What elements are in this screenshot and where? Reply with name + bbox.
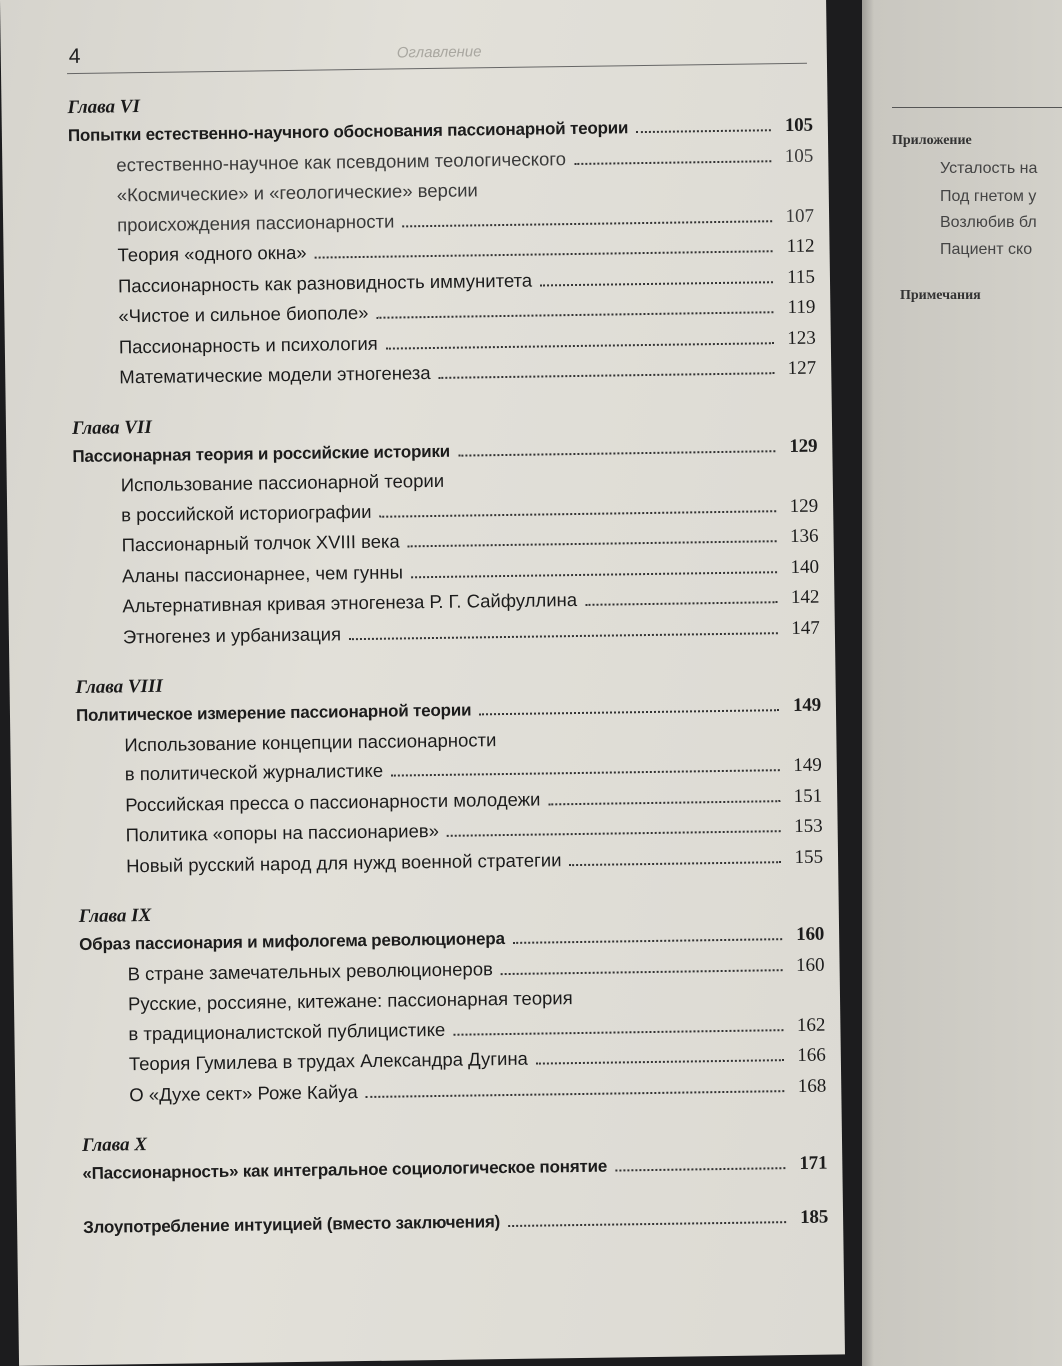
dot-leader xyxy=(479,709,779,715)
entry-page: 147 xyxy=(791,617,820,639)
entry-title: Использование концепции пассионарности xyxy=(124,728,497,755)
entry-page: 107 xyxy=(785,205,815,227)
entry-title: Российская пресса о пассионарности молодежи xyxy=(125,788,541,815)
chapter-7 xyxy=(72,405,820,653)
entry-title: В стране замечательных революционеров xyxy=(127,957,493,984)
chapter-title: Политическое измерение пассионарной теории xyxy=(75,700,472,726)
entry-title: Теория Гумилева в трудах Александра Дугина xyxy=(128,1047,529,1075)
header-rule xyxy=(892,107,1062,108)
entry-title: в традиционалистской публицистике xyxy=(128,1018,446,1044)
running-title: Оглавление xyxy=(396,43,482,62)
dot-leader xyxy=(402,220,772,227)
conclusion-page: 185 xyxy=(800,1206,829,1228)
chapter-label: Глава VII xyxy=(71,416,152,439)
chapter-page: 149 xyxy=(792,694,822,716)
entry-title: О «Духе сект» Роже Кайуа xyxy=(129,1080,358,1105)
entry-page: 136 xyxy=(789,525,819,548)
entry-page: 119 xyxy=(787,296,816,319)
dot-leader xyxy=(501,969,783,975)
entry-page: 160 xyxy=(795,954,825,976)
chapter-6 xyxy=(67,85,816,394)
right-page xyxy=(862,0,1062,1366)
chapter-page: 129 xyxy=(789,435,818,457)
appendix-entry: Под гнетом у xyxy=(940,188,1037,205)
appendix-entry: Усталость на xyxy=(940,160,1038,177)
appendix-title: Приложение xyxy=(892,133,972,148)
entry-page: 112 xyxy=(786,235,815,258)
dot-leader xyxy=(540,281,773,286)
entry-page: 166 xyxy=(797,1044,826,1066)
dot-leader xyxy=(513,938,782,944)
entry-title: Этногенез и урбанизация xyxy=(122,622,342,647)
dot-leader xyxy=(536,1059,784,1064)
dot-leader xyxy=(508,1221,786,1227)
entry-title: Альтернативная кривая этногенеза Р. Г. Сайфуллина xyxy=(122,589,578,617)
entry-page: 162 xyxy=(796,1014,826,1036)
chapter-label: Глава VI xyxy=(67,96,141,119)
chapter-title: Образ пассионария и мифологема революционера xyxy=(79,929,505,954)
entry-page: 123 xyxy=(787,327,816,349)
chapter-title: «Пассионарность» как интегральное социологическое понятие xyxy=(82,1156,608,1183)
entry-page: 142 xyxy=(790,586,820,609)
entry-title: «Космические» и «геологические» версии xyxy=(116,179,478,206)
page-number: 4 xyxy=(68,44,81,69)
entry-title: Пассионарность как разновидность иммунитета xyxy=(117,269,533,296)
dot-leader xyxy=(636,129,771,133)
dot-leader xyxy=(366,1090,785,1098)
running-header xyxy=(67,29,807,79)
entry-title: Теория «одного окна» xyxy=(117,241,307,266)
entry-title: в российской историографии xyxy=(121,500,372,525)
entry-title: происхождения пассионарности xyxy=(116,210,395,235)
dot-leader xyxy=(315,250,773,258)
dot-leader xyxy=(349,632,778,640)
dot-leader xyxy=(458,450,775,456)
entry-title: Русские, россияне, китежане: пассионарная теория xyxy=(127,987,573,1015)
entry-page: 168 xyxy=(797,1075,827,1097)
chapter-page: 105 xyxy=(784,114,813,137)
chapter-title: Пассионарная теория и российские историки xyxy=(72,441,451,466)
dot-leader xyxy=(377,311,774,319)
entry-title: Пассионарность и психология xyxy=(118,332,378,357)
entry-page: 151 xyxy=(793,785,823,807)
entry-title: Использование пассионарной теории xyxy=(120,469,445,496)
chapter-page: 171 xyxy=(799,1152,828,1174)
dot-leader xyxy=(548,800,780,805)
entry-title: Новый русский народ для нужд военной стратегии xyxy=(125,848,562,876)
entry-title: в политической журналистике xyxy=(124,759,384,785)
dot-leader xyxy=(574,160,771,165)
entry-page: 140 xyxy=(790,556,820,578)
entry-title: Пассионарный толчок XVIII века xyxy=(121,530,400,556)
dot-leader xyxy=(453,1029,783,1036)
dot-leader xyxy=(585,601,777,606)
dot-leader xyxy=(391,769,780,776)
entry-page: 153 xyxy=(793,815,823,837)
chapter-10 xyxy=(82,1123,828,1189)
entry-title: естественно-научное как псевдоним теологического xyxy=(116,147,567,175)
dot-leader xyxy=(386,342,774,349)
chapter-9 xyxy=(79,894,827,1111)
entry-page: 115 xyxy=(787,266,816,288)
notes-title: Примечания xyxy=(900,288,981,303)
entry-page: 127 xyxy=(787,357,817,380)
chapter-page: 160 xyxy=(796,923,825,945)
entry-title: Аланы пассионарнее, чем гунны xyxy=(121,560,404,586)
chapter-label: Глава X xyxy=(81,1134,148,1156)
entry-page: 149 xyxy=(793,754,822,776)
dot-leader xyxy=(380,510,777,518)
appendix-entry: Возлюбив бл xyxy=(940,214,1037,231)
dot-leader xyxy=(411,571,777,578)
chapter-8 xyxy=(75,665,823,882)
chapter-title: Попытки естественно-научного обоснования пассионарной теории xyxy=(67,118,629,146)
conclusion-title: Злоупотребление интуицией (вместо заключения) xyxy=(83,1211,501,1237)
dot-leader xyxy=(615,1167,785,1171)
entry-title: Математические модели этногенеза xyxy=(119,362,431,388)
chapter-label: Глава VIII xyxy=(75,675,163,699)
dot-leader xyxy=(447,830,781,837)
entry-title: «Чистое и сильное биополе» xyxy=(118,301,369,327)
entry-page: 129 xyxy=(789,495,819,517)
table-of-contents xyxy=(67,85,828,1242)
conclusion-row xyxy=(83,1202,828,1242)
appendix-entry: Пациент ско xyxy=(940,241,1033,258)
entry-page: 155 xyxy=(794,846,824,868)
chapter-label: Глава IX xyxy=(78,904,152,927)
dot-leader xyxy=(408,540,777,547)
entry-title: Политика «опоры на пассионариев» xyxy=(125,819,440,846)
header-rule xyxy=(67,63,807,74)
dot-leader xyxy=(569,861,781,866)
entry-page: 105 xyxy=(784,145,814,167)
dot-leader xyxy=(439,372,775,379)
